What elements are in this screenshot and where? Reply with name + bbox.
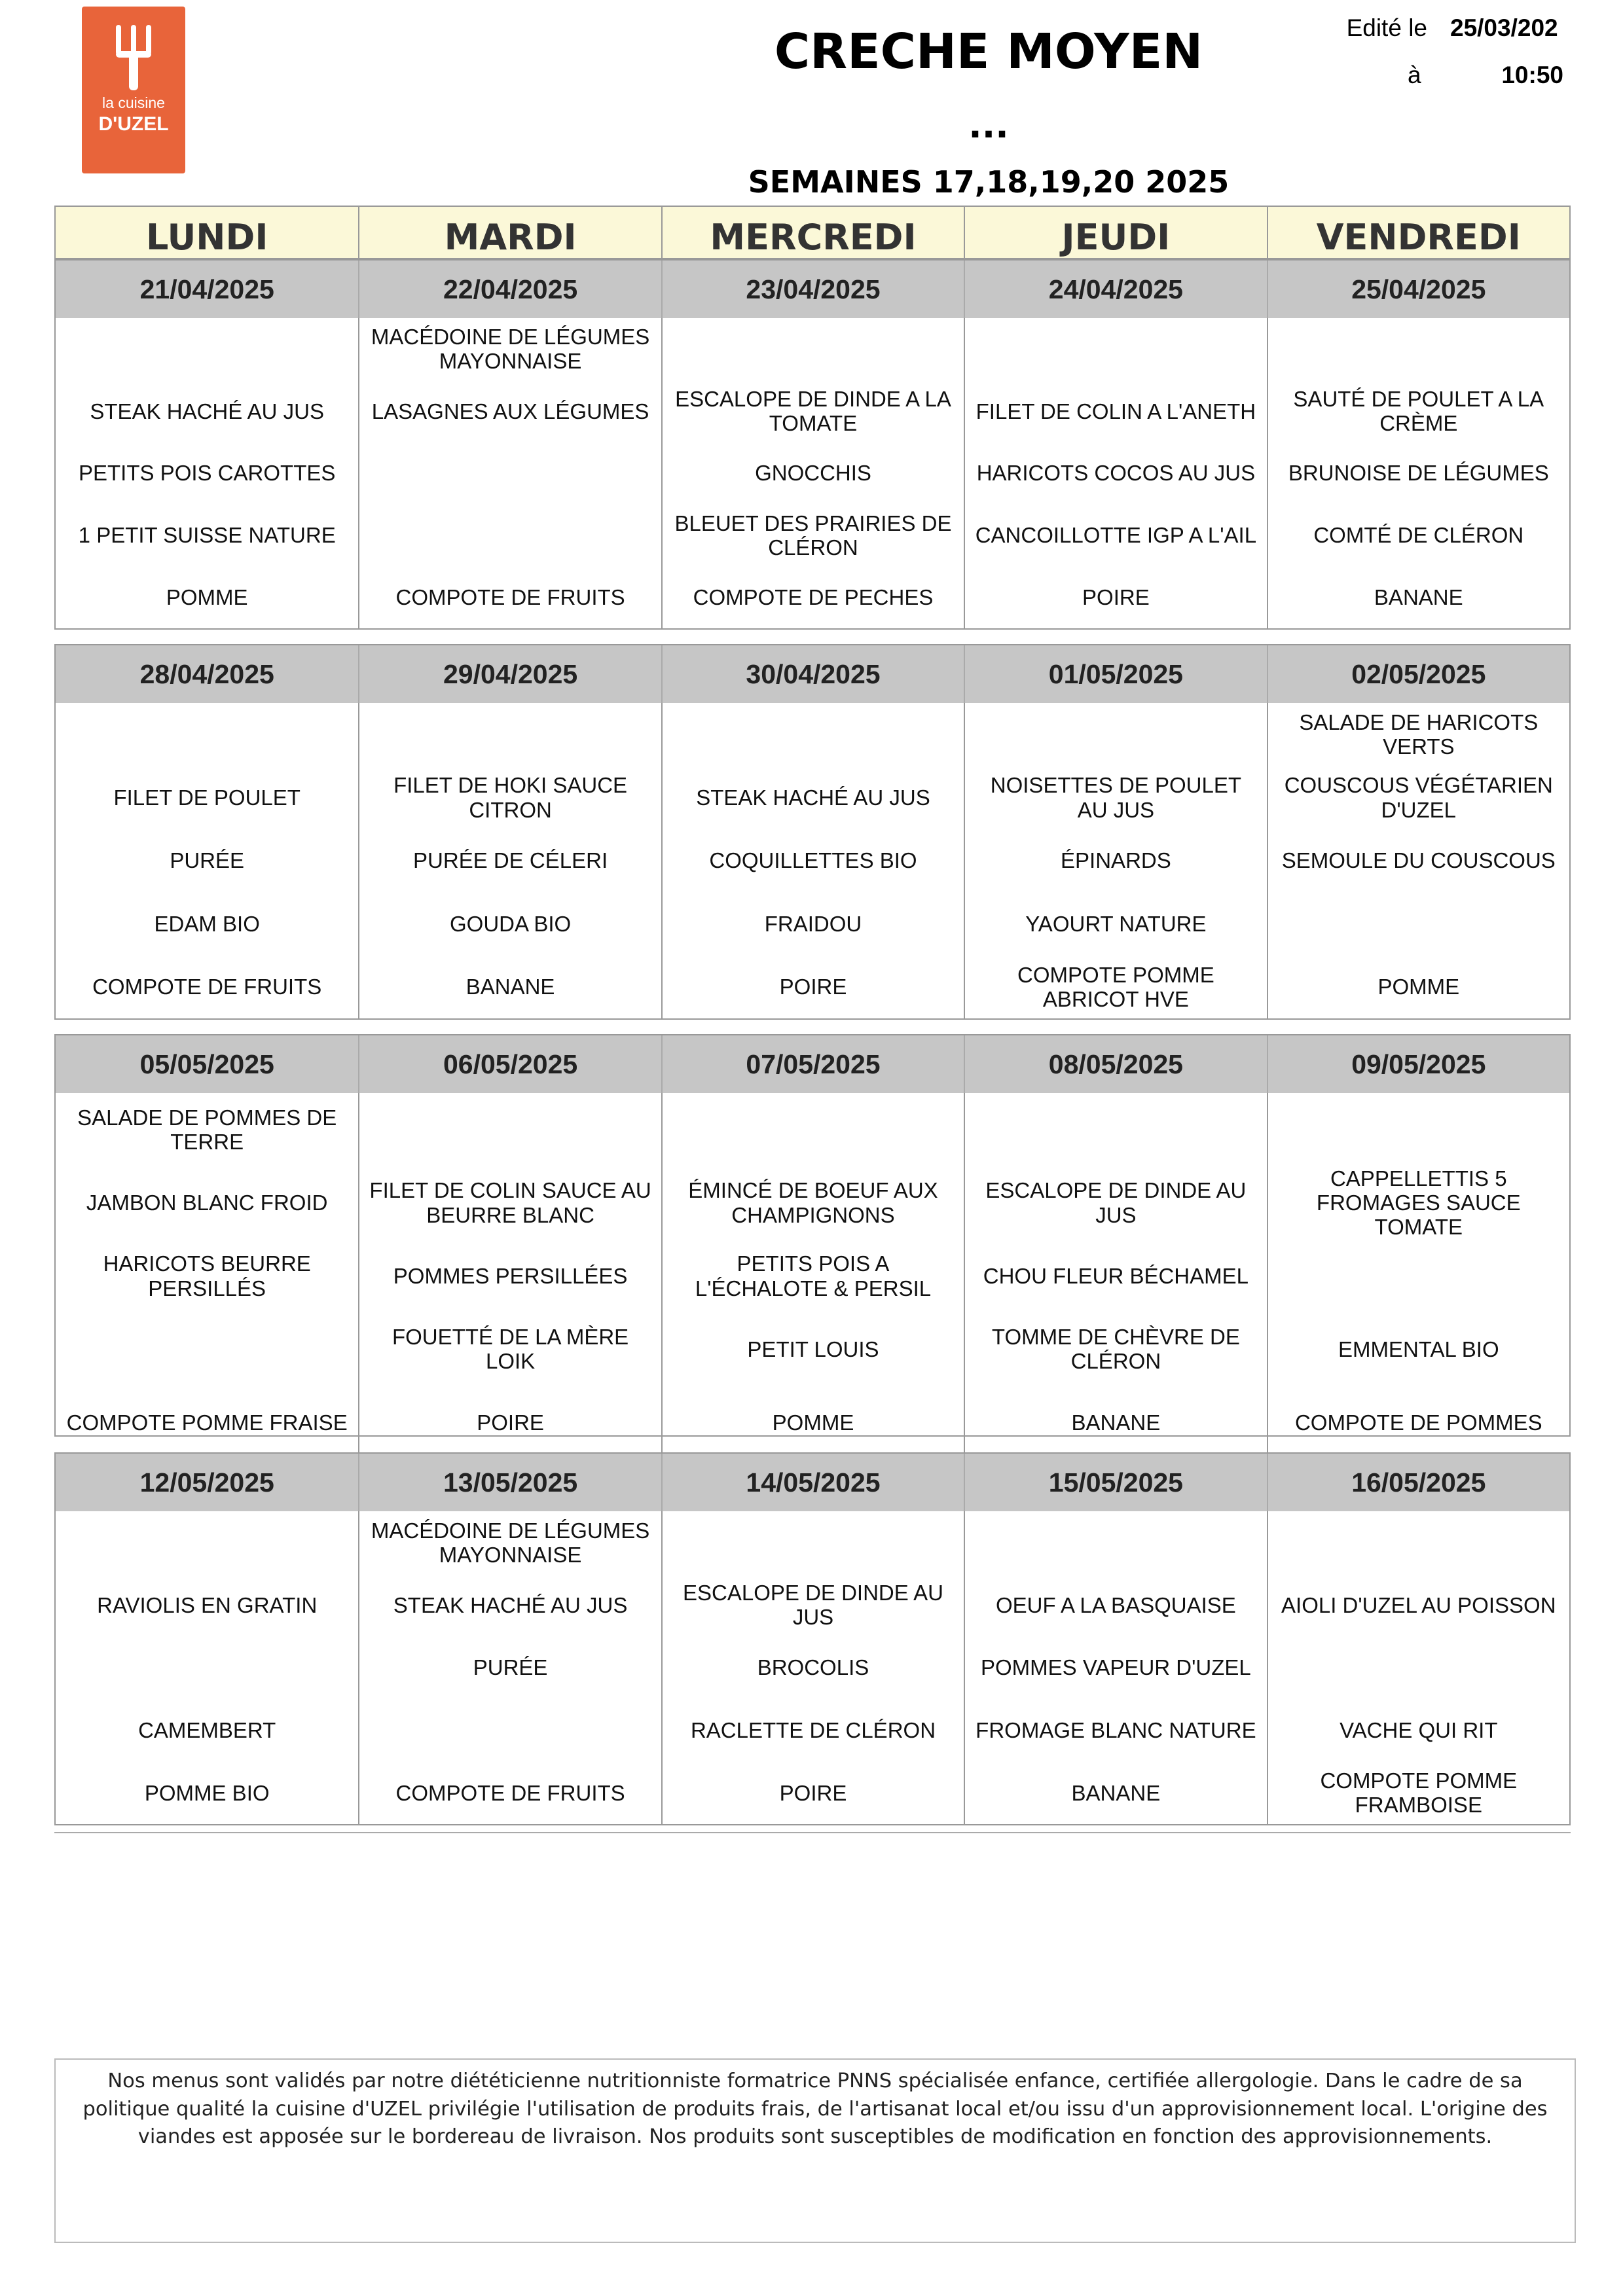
day-header-jeudi: JEUDI	[964, 207, 1266, 258]
day-menu-column	[56, 318, 358, 628]
footer-note: Nos menus sont validés par notre diététicienne nutritionniste formatrice PNNS spécialisée enfance, certifiée allergologie. Dans le cadre de sa politique qualité la cuisine d'UZEL privilégie l'utilisation de produits frais, de l'artisanat local et/ou issu d'un approvisionnement local. L'origine des viandes est apposée sur le bordereau de livraison. Nos produits sont susceptibles de modification en fonction des approvisionnements.	[54, 2058, 1576, 2243]
date-cell: 02/05/2025	[1267, 645, 1569, 703]
menu-item: ESCALOPE DE DINDE AU JUS	[985, 1178, 1247, 1227]
menu-item: FOUETTÉ DE LA MÈRE LOIK	[392, 1325, 629, 1374]
logo	[82, 7, 185, 173]
date-cell: 12/05/2025	[56, 1454, 358, 1511]
menu-item: POMME BIO	[144, 1780, 270, 1805]
menu-item: CAMEMBERT	[138, 1717, 276, 1742]
logo-text-line2: D'UZEL	[98, 113, 169, 135]
menu-item: PURÉE DE CÉLERI	[413, 848, 608, 873]
menu-item: RAVIOLIS EN GRATIN	[97, 1592, 318, 1617]
menu-item: POMME	[772, 1410, 854, 1435]
menu-item: STEAK HACHÉ AU JUS	[393, 1592, 628, 1617]
menu-item: COMPOTE DE FRUITS	[395, 1780, 625, 1805]
day-header-mardi: MARDI	[358, 207, 661, 258]
menu-item: FILET DE COLIN SAUCE AU BEURRE BLANC	[369, 1178, 651, 1227]
menu-item: ESCALOPE DE DINDE A LA TOMATE	[675, 386, 951, 436]
menu-item: CAPPELLETTIS 5 FROMAGES SAUCE TOMATE	[1316, 1166, 1521, 1240]
menu-item	[359, 1699, 661, 1762]
day-menu-column	[56, 703, 358, 1018]
menu-item: TOMME DE CHÈVRE DE CLÉRON	[991, 1325, 1240, 1374]
menu-item: YAOURT NATURE	[1025, 911, 1207, 936]
day-menu-column	[964, 318, 1266, 628]
menu-item: POIRE	[1082, 584, 1150, 609]
menu-item	[56, 1636, 358, 1699]
week-grid	[56, 1454, 1569, 1824]
fork-icon	[113, 25, 154, 90]
menu-item: FILET DE HOKI SAUCE CITRON	[393, 773, 628, 822]
day-menu-column	[358, 318, 661, 628]
menu-item: MACÉDOINE DE LÉGUMES MAYONNAISE	[371, 325, 650, 374]
day-menu-column	[1267, 1093, 1569, 1459]
menu-item	[965, 318, 1266, 380]
menu-item: FROMAGE BLANC NATURE	[976, 1717, 1256, 1742]
menu-item: FRAIDOU	[764, 911, 862, 936]
week-block-4	[54, 1452, 1571, 1825]
menu-item: BANANE	[1374, 584, 1463, 609]
menu-item: STEAK HACHÉ AU JUS	[696, 785, 930, 810]
menu-item: CHOU FLEUR BÉCHAMEL	[983, 1263, 1249, 1288]
week-block-2	[54, 644, 1571, 1020]
menu-item: COMPOTE DE FRUITS	[92, 975, 322, 999]
day-menu-column	[56, 1093, 358, 1459]
menu-item: CANCOILLOTTE IGP A L'AIL	[975, 523, 1257, 548]
menu-item: BANANE	[465, 975, 555, 999]
menu-item	[965, 1093, 1266, 1166]
menu-item: COMPOTE POMME FRAMBOISE	[1320, 1768, 1518, 1818]
day-menu-column	[661, 1093, 964, 1459]
menu-item: OEUF A LA BASQUAISE	[995, 1592, 1236, 1617]
menu-item	[663, 1093, 964, 1166]
menu-item	[56, 1313, 358, 1386]
menu-item: AIOLI D'UZEL AU POISSON	[1281, 1592, 1556, 1617]
menu-item: PETIT LOUIS	[747, 1336, 879, 1361]
day-menu-column	[1267, 1511, 1569, 1824]
date-cell: 05/05/2025	[56, 1035, 358, 1093]
date-cell: 07/05/2025	[661, 1035, 964, 1093]
menu-item: COMTÉ DE CLÉRON	[1313, 523, 1524, 548]
date-cell: 24/04/2025	[964, 260, 1266, 318]
menu-item: COUSCOUS VÉGÉTARIEN D'UZEL	[1284, 773, 1553, 822]
day-menu-column	[964, 703, 1266, 1018]
menu-item	[965, 703, 1266, 766]
menu-item: BRUNOISE DE LÉGUMES	[1288, 461, 1549, 486]
date-cell: 21/04/2025	[56, 260, 358, 318]
menu-item: ÉMINCÉ DE BOEUF AUX CHAMPIGNONS	[688, 1178, 938, 1227]
menu-item: COMPOTE DE FRUITS	[395, 584, 625, 609]
menu-item	[359, 703, 661, 766]
menu-item: HARICOTS BEURRE PERSILLÉS	[103, 1251, 311, 1300]
menu-item: VACHE QUI RIT	[1340, 1717, 1498, 1742]
date-cell: 06/05/2025	[358, 1035, 661, 1093]
day-menu-column	[56, 1511, 358, 1824]
date-cell: 13/05/2025	[358, 1454, 661, 1511]
menu-item: FILET DE COLIN A L'ANETH	[976, 399, 1256, 423]
day-menu-column	[964, 1093, 1266, 1459]
week-grid	[56, 1035, 1569, 1435]
page-dots: ...	[968, 105, 1009, 146]
menu-item	[663, 1511, 964, 1574]
menu-item	[359, 442, 661, 505]
menu-item: PETITS POIS CAROTTES	[79, 461, 336, 486]
date-cell: 22/04/2025	[358, 260, 661, 318]
divider-line	[54, 1832, 1571, 1833]
menu-item: EMMENTAL BIO	[1338, 1336, 1499, 1361]
day-header-row	[54, 206, 1571, 259]
day-menu-column	[358, 1093, 661, 1459]
menu-item	[56, 1511, 358, 1574]
date-cell: 09/05/2025	[1267, 1035, 1569, 1093]
menu-item	[1268, 892, 1569, 955]
menu-item: POIRE	[779, 1780, 847, 1805]
menu-item: COMPOTE POMME FRAISE	[66, 1410, 348, 1435]
menu-item: MACÉDOINE DE LÉGUMES MAYONNAISE	[371, 1518, 650, 1567]
menu-item	[359, 1093, 661, 1166]
menu-item	[1268, 1511, 1569, 1574]
day-menu-column	[964, 1511, 1266, 1824]
day-menu-column	[1267, 703, 1569, 1018]
edit-at-label: à	[1408, 62, 1421, 88]
menu-item: JAMBON BLANC FROID	[86, 1191, 328, 1215]
day-menu-column	[358, 703, 661, 1018]
day-header-lundi: LUNDI	[145, 216, 268, 258]
date-cell: 25/04/2025	[1267, 260, 1569, 318]
day-menu-column	[358, 1511, 661, 1824]
date-cell: 15/05/2025	[964, 1454, 1266, 1511]
menu-item: 1 PETIT SUISSE NATURE	[78, 523, 336, 548]
menu-item: STEAK HACHÉ AU JUS	[90, 399, 324, 423]
menu-item: LASAGNES AUX LÉGUMES	[371, 399, 649, 423]
date-cell: 08/05/2025	[964, 1035, 1266, 1093]
day-header-vendredi: VENDREDI	[1267, 207, 1569, 258]
menu-item: GOUDA BIO	[449, 911, 572, 936]
logo-text-line1: la cuisine	[102, 94, 165, 111]
date-cell: 14/05/2025	[661, 1454, 964, 1511]
menu-item: COMPOTE DE POMMES	[1294, 1410, 1542, 1435]
menu-item: POMMES PERSILLÉES	[393, 1263, 628, 1288]
menu-item	[663, 703, 964, 766]
menu-item	[1268, 318, 1569, 380]
menu-item: PURÉE	[473, 1655, 548, 1680]
menu-item: PETITS POIS A L'ÉCHALOTE & PERSIL	[695, 1251, 932, 1300]
day-menu-column	[1267, 318, 1569, 628]
menu-item: SALADE DE POMMES DE TERRE	[77, 1105, 337, 1154]
week-block-1	[54, 259, 1571, 630]
date-cell: 01/05/2025	[964, 645, 1266, 703]
date-cell: 30/04/2025	[661, 645, 964, 703]
menu-item: SALADE DE HARICOTS VERTS	[1299, 709, 1539, 759]
date-cell: 29/04/2025	[358, 645, 661, 703]
page-subtitle: SEMAINES 17,18,19,20 2025	[748, 164, 1230, 200]
menu-item	[1268, 1093, 1569, 1166]
menu-item	[663, 318, 964, 380]
menu-item: RACLETTE DE CLÉRON	[690, 1717, 936, 1742]
menu-item: GNOCCHIS	[755, 461, 871, 486]
date-cell: 23/04/2025	[661, 260, 964, 318]
menu-item: COMPOTE POMME ABRICOT HVE	[1017, 962, 1214, 1011]
menu-item: FILET DE POULET	[113, 785, 301, 810]
date-cell: 28/04/2025	[56, 645, 358, 703]
menu-item: POMMES VAPEUR D'UZEL	[981, 1655, 1251, 1680]
page-title: CRECHE MOYEN	[774, 24, 1203, 80]
menu-item: SEMOULE DU COUSCOUS	[1281, 848, 1556, 873]
day-header-mercredi: MERCREDI	[661, 207, 964, 258]
day-menu-column	[661, 318, 964, 628]
menu-item: BANANE	[1071, 1410, 1161, 1435]
menu-item: SAUTÉ DE POULET A LA CRÈME	[1293, 386, 1544, 436]
menu-item	[359, 504, 661, 566]
menu-item	[56, 318, 358, 380]
menu-item: COQUILLETTES BIO	[709, 848, 917, 873]
menu-item: NOISETTES DE POULET AU JUS	[990, 773, 1242, 822]
menu-item: EDAM BIO	[154, 911, 260, 936]
edit-label: Edité le	[1346, 14, 1427, 41]
menu-item	[56, 703, 358, 766]
week-grid	[56, 645, 1569, 1018]
edit-time: 10:50	[1501, 62, 1563, 88]
day-menu-column	[661, 1511, 964, 1824]
menu-item	[965, 1511, 1266, 1574]
menu-item: POMME	[1377, 975, 1460, 999]
menu-item: POIRE	[477, 1410, 544, 1435]
menu-item: ESCALOPE DE DINDE AU JUS	[683, 1581, 943, 1630]
menu-item	[1268, 1240, 1569, 1313]
menu-item	[1268, 1636, 1569, 1699]
menu-item: PURÉE	[170, 848, 245, 873]
menu-item: POMME	[166, 584, 248, 609]
menu-item: COMPOTE DE PECHES	[693, 584, 934, 609]
day-menu-column	[661, 703, 964, 1018]
menu-item: BLEUET DES PRAIRIES DE CLÉRON	[674, 511, 952, 560]
menu-item: ÉPINARDS	[1061, 848, 1171, 873]
date-cell: 16/05/2025	[1267, 1454, 1569, 1511]
menu-item: BANANE	[1071, 1780, 1161, 1805]
week-block-3	[54, 1034, 1571, 1437]
menu-item: POIRE	[779, 975, 847, 999]
week-grid	[56, 260, 1569, 628]
menu-item: HARICOTS COCOS AU JUS	[976, 461, 1256, 486]
edit-date: 25/03/202	[1450, 14, 1558, 41]
menu-item: BROCOLIS	[757, 1655, 869, 1680]
